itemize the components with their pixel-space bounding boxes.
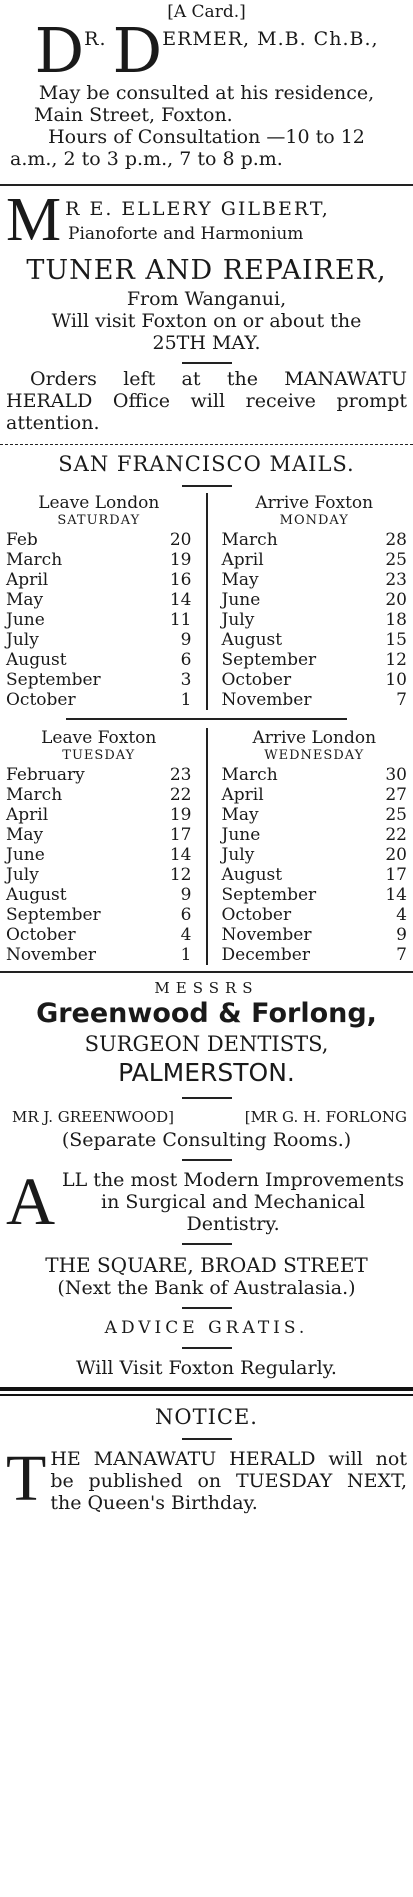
notice-title: NOTICE. bbox=[155, 1405, 258, 1429]
mail-month: September bbox=[6, 905, 101, 925]
doctor-name-2: ERMER, M.B. Ch.B., bbox=[162, 28, 379, 50]
dentists-improvements: LL the most Modern Improvements in Surgical and Mechanical Dentistry. bbox=[62, 1169, 405, 1235]
mail-day-number: 17 bbox=[169, 825, 192, 845]
dentists-advert bbox=[0, 979, 413, 1379]
short-divider bbox=[182, 362, 232, 364]
mail-column-right bbox=[222, 493, 408, 710]
mail-column-heading: Leave London bbox=[38, 493, 160, 513]
dentists-messrs: MESSRS bbox=[154, 979, 259, 997]
mail-row bbox=[6, 670, 192, 690]
mail-day-number: 25 bbox=[385, 805, 407, 825]
mails-tables bbox=[6, 493, 407, 965]
short-divider bbox=[182, 1307, 232, 1309]
mail-row bbox=[6, 785, 192, 805]
mail-month: March bbox=[221, 765, 278, 785]
mails-title: SAN FRANCISCO MAILS. bbox=[58, 452, 355, 476]
mail-column-day: TUESDAY bbox=[62, 748, 136, 763]
mail-month: November bbox=[221, 690, 312, 710]
dentists-address-note: (Next the Bank of Australasia.) bbox=[57, 1277, 356, 1299]
mail-day-number: 7 bbox=[396, 945, 407, 965]
mail-day-number: 1 bbox=[180, 690, 192, 710]
mail-month: December bbox=[221, 945, 310, 965]
dentists-improvements-block bbox=[6, 1169, 407, 1235]
mail-day-number: 20 bbox=[385, 590, 407, 610]
mail-schedule-table bbox=[6, 493, 407, 710]
dentists-address: THE SQUARE, BROAD STREET bbox=[45, 1253, 368, 1277]
mail-day-number: 9 bbox=[180, 885, 192, 905]
column-separator bbox=[206, 493, 208, 710]
mail-day-number: 9 bbox=[396, 925, 407, 945]
doctor-line-4: a.m., 2 to 3 p.m., 7 to 8 p.m. bbox=[10, 148, 283, 170]
mail-row bbox=[222, 905, 408, 925]
short-divider bbox=[182, 1159, 232, 1161]
mail-day-number: 23 bbox=[385, 570, 407, 590]
mail-column-day: MONDAY bbox=[279, 513, 349, 528]
mail-day-number: 25 bbox=[385, 550, 407, 570]
mail-month: July bbox=[6, 630, 39, 650]
doctor-name-line bbox=[6, 14, 407, 87]
gilbert-name-line bbox=[6, 186, 407, 254]
gilbert-initial: M bbox=[6, 186, 62, 254]
mail-row bbox=[222, 765, 408, 785]
mail-row bbox=[6, 905, 192, 925]
mail-row bbox=[6, 925, 192, 945]
mail-row bbox=[6, 945, 192, 965]
mail-day-number: 14 bbox=[169, 845, 192, 865]
mail-day-number: 23 bbox=[169, 765, 192, 785]
gilbert-name: R E. ELLERY GILBERT, bbox=[65, 198, 330, 220]
mail-row bbox=[6, 570, 192, 590]
mail-month: June bbox=[6, 845, 45, 865]
mail-month: August bbox=[221, 865, 283, 885]
mail-row bbox=[6, 690, 192, 710]
mail-row bbox=[222, 590, 408, 610]
mail-month: March bbox=[6, 550, 63, 570]
mail-month: September bbox=[221, 650, 317, 670]
mail-month: May bbox=[221, 570, 259, 590]
partner-2: [MR G. H. FORLONG bbox=[244, 1108, 407, 1126]
table-divider bbox=[66, 718, 347, 720]
mail-month: August bbox=[221, 630, 283, 650]
mail-month: April bbox=[6, 805, 49, 825]
mail-row bbox=[6, 630, 192, 650]
mail-month: June bbox=[6, 610, 45, 630]
mail-month: April bbox=[221, 785, 264, 805]
double-divider bbox=[0, 1387, 413, 1396]
mail-month: October bbox=[221, 670, 292, 690]
mail-month: June bbox=[221, 590, 261, 610]
mail-row bbox=[222, 845, 408, 865]
divider bbox=[0, 971, 413, 973]
mail-month: November bbox=[221, 925, 312, 945]
mail-month: September bbox=[221, 885, 317, 905]
mail-column-heading: Arrive Foxton bbox=[255, 493, 374, 513]
gilbert-from: From Wanganui, bbox=[126, 288, 287, 310]
mail-row bbox=[222, 885, 408, 905]
mail-month: May bbox=[6, 590, 44, 610]
short-divider bbox=[182, 485, 232, 487]
mails-advert bbox=[0, 451, 413, 965]
short-divider bbox=[182, 1347, 232, 1349]
mail-row bbox=[222, 530, 408, 550]
partner-1: MR J. GREENWOOD] bbox=[12, 1108, 174, 1126]
mail-day-number: 6 bbox=[180, 905, 192, 925]
mail-row bbox=[222, 785, 408, 805]
mail-month: February bbox=[6, 765, 85, 785]
mail-row bbox=[6, 550, 192, 570]
notice-block bbox=[6, 1448, 407, 1514]
mail-row bbox=[6, 845, 192, 865]
mail-row bbox=[6, 765, 192, 785]
doctor-advert bbox=[0, 0, 413, 170]
mail-day-number: 14 bbox=[385, 885, 407, 905]
mail-row bbox=[222, 805, 408, 825]
mail-day-number: 7 bbox=[396, 690, 407, 710]
mail-month: April bbox=[221, 550, 264, 570]
mail-row bbox=[222, 650, 408, 670]
mail-day-number: 3 bbox=[180, 670, 192, 690]
mail-row bbox=[6, 590, 192, 610]
dentists-visit: Will Visit Foxton Regularly. bbox=[76, 1357, 337, 1379]
gilbert-visit: Will visit Foxton on or about the bbox=[51, 310, 362, 332]
mail-row bbox=[222, 670, 408, 690]
notice-advert bbox=[0, 1404, 413, 1514]
mail-row bbox=[222, 945, 408, 965]
mail-day-number: 20 bbox=[385, 845, 407, 865]
mail-row bbox=[6, 805, 192, 825]
mail-row bbox=[222, 865, 408, 885]
mail-row bbox=[6, 825, 192, 845]
mail-month: July bbox=[6, 865, 39, 885]
short-divider bbox=[182, 1438, 232, 1440]
mail-month: August bbox=[6, 650, 67, 670]
mail-month: March bbox=[6, 785, 63, 805]
mail-day-number: 20 bbox=[169, 530, 192, 550]
mail-column-left bbox=[6, 728, 192, 965]
mail-row bbox=[222, 550, 408, 570]
mail-day-number: 19 bbox=[169, 550, 192, 570]
mail-day-number: 12 bbox=[169, 865, 192, 885]
mail-month: September bbox=[6, 670, 101, 690]
mail-day-number: 12 bbox=[385, 650, 407, 670]
mail-day-number: 17 bbox=[385, 865, 407, 885]
mail-row bbox=[222, 825, 408, 845]
mail-month: November bbox=[6, 945, 96, 965]
doctor-initial-2: D bbox=[112, 14, 163, 87]
gilbert-trade: Pianoforte and Harmonium bbox=[68, 224, 304, 244]
mail-day-number: 30 bbox=[385, 765, 407, 785]
dentists-rooms: (Separate Consulting Rooms.) bbox=[61, 1129, 352, 1151]
doctor-initial-1: D bbox=[34, 14, 85, 87]
mail-row bbox=[6, 885, 192, 905]
mail-day-number: 9 bbox=[180, 630, 192, 650]
mail-column-heading: Leave Foxton bbox=[41, 728, 157, 748]
mail-column-left bbox=[6, 493, 192, 710]
mail-month: October bbox=[6, 925, 76, 945]
mail-month: June bbox=[221, 825, 261, 845]
mail-day-number: 22 bbox=[385, 825, 407, 845]
mail-day-number: 10 bbox=[385, 670, 407, 690]
dentists-partners bbox=[6, 1107, 407, 1127]
mail-row bbox=[222, 925, 408, 945]
divider bbox=[0, 184, 413, 186]
mail-month: April bbox=[6, 570, 49, 590]
mail-day-number: 19 bbox=[169, 805, 192, 825]
mail-month: May bbox=[221, 805, 259, 825]
mail-month: October bbox=[221, 905, 292, 925]
dentists-advice: ADVICE GRATIS. bbox=[104, 1318, 309, 1338]
gilbert-advert bbox=[0, 186, 413, 434]
mail-column-day: WEDNESDAY bbox=[264, 748, 365, 763]
mail-day-number: 18 bbox=[385, 610, 407, 630]
mail-month: July bbox=[221, 845, 255, 865]
mail-schedule-table bbox=[6, 728, 407, 965]
mail-column-right bbox=[222, 728, 408, 965]
mail-row bbox=[6, 610, 192, 630]
mail-month: October bbox=[6, 690, 76, 710]
mail-month: Feb bbox=[6, 530, 38, 550]
mail-month: August bbox=[6, 885, 67, 905]
dentists-initial: A bbox=[6, 1169, 56, 1235]
mail-month: July bbox=[221, 610, 255, 630]
mail-day-number: 4 bbox=[396, 905, 407, 925]
mail-day-number: 27 bbox=[385, 785, 407, 805]
card-tag: [A Card.] bbox=[167, 2, 246, 22]
divider bbox=[0, 444, 413, 445]
mail-row bbox=[222, 610, 408, 630]
mail-day-number: 1 bbox=[180, 945, 192, 965]
mail-day-number: 6 bbox=[180, 650, 192, 670]
doctor-line-2: Main Street, Foxton. bbox=[34, 104, 233, 126]
mail-day-number: 11 bbox=[169, 610, 192, 630]
mail-column-heading: Arrive London bbox=[252, 728, 377, 748]
column-separator bbox=[206, 728, 208, 965]
dentists-profession: SURGEON DENTISTS, bbox=[84, 1032, 329, 1056]
short-divider bbox=[182, 1097, 232, 1099]
dentists-town: PALMERSTON. bbox=[118, 1058, 295, 1087]
dentists-firm: Greenwood & Forlong, bbox=[36, 998, 377, 1029]
gilbert-date: 25TH MAY. bbox=[152, 332, 261, 354]
mail-day-number: 28 bbox=[385, 530, 407, 550]
mail-month: May bbox=[6, 825, 44, 845]
gilbert-headline: TUNER AND REPAIRER, bbox=[26, 255, 387, 286]
mail-day-number: 4 bbox=[180, 925, 192, 945]
mail-row bbox=[6, 530, 192, 550]
doctor-line-1: May be consulted at his residence, bbox=[38, 82, 375, 104]
mail-row bbox=[222, 630, 408, 650]
mail-row bbox=[222, 690, 408, 710]
doctor-line-3: Hours of Consultation —10 to 12 bbox=[48, 126, 365, 148]
notice-initial: T bbox=[6, 1448, 47, 1514]
mail-row bbox=[6, 865, 192, 885]
mail-column-day: SATURDAY bbox=[57, 513, 141, 528]
notice-text: HE MANAWATU HERALD will not be published on TUESDAY NEXT, the Queen's Birthday. bbox=[50, 1448, 407, 1514]
mail-day-number: 15 bbox=[385, 630, 407, 650]
mail-day-number: 14 bbox=[169, 590, 192, 610]
mail-day-number: 16 bbox=[169, 570, 192, 590]
mail-row bbox=[222, 570, 408, 590]
short-divider bbox=[182, 1243, 232, 1245]
mail-month: March bbox=[221, 530, 278, 550]
mail-row bbox=[6, 650, 192, 670]
doctor-name-1: R. bbox=[84, 28, 107, 50]
mail-day-number: 22 bbox=[169, 785, 192, 805]
gilbert-orders: Orders left at the MANAWATU HERALD Office will receive prompt attention. bbox=[6, 368, 407, 434]
